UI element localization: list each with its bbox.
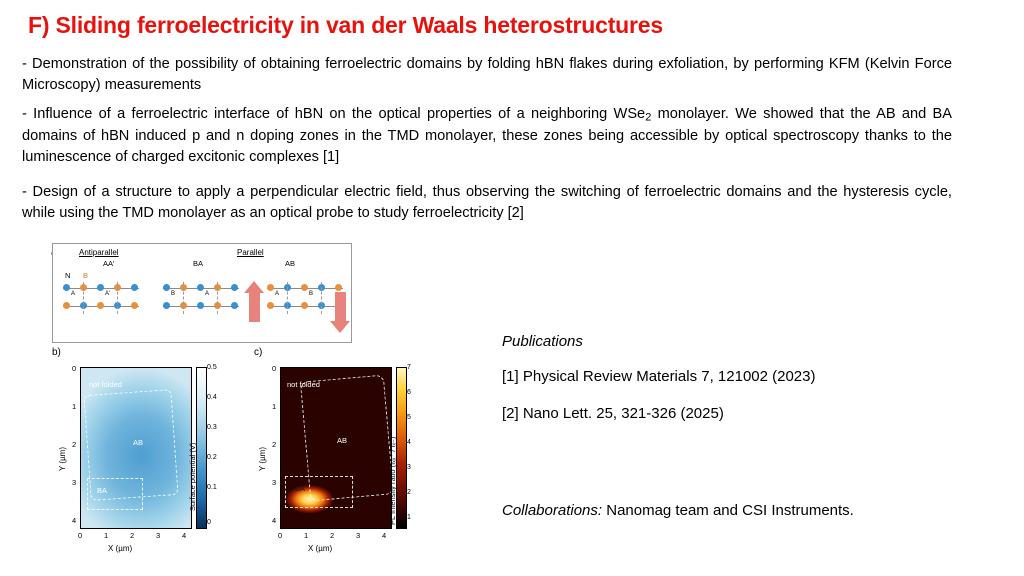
kfm-cbtick-2: 0.3 [207, 424, 217, 431]
pl-label-ba: BA [295, 484, 306, 493]
bullet-paragraph-1: - Demonstration of the possibility of obtaining ferroelectric domains by folding hBN flakes during exfoliation, by performing KFM (Kelvin Force Microscopy) measurements [22, 56, 952, 93]
bullet-paragraph-3: - Design of a structure to apply a perpendicular electric field, thus observing the switching of ferroelectric domains and the hysteresis cycle, while using the TMD monolayer as an optical probe to study ferroelectricity [2] [22, 184, 952, 221]
pl-ytick-0: 0 [272, 364, 277, 373]
pl-cbtick-1: 6 [407, 389, 411, 396]
pl-label-ab: AB [337, 436, 348, 445]
pl-colorbar [396, 367, 407, 529]
stack-label-ba: BA [193, 259, 204, 268]
bullet-paragraph-2 [22, 104, 952, 167]
bond-label-b-1: B [171, 291, 176, 297]
kfm-ytick-0: 0 [72, 364, 77, 373]
kfm-ytick-4: 4 [72, 516, 77, 525]
pl-xaxis-title: X (µm) [308, 544, 333, 553]
pl-xtick-4: 4 [382, 531, 387, 540]
panel-a-heading-antiparallel: Antiparallel [79, 248, 119, 257]
bond-label-b-2: B [309, 291, 314, 297]
atom-label-n: N [65, 271, 71, 280]
pl-colorbar-title: PL Intensity ratio (Iₓₓ⁺ / Iₓ₋) [388, 436, 397, 525]
pl-cbtick-0: 7 [407, 364, 411, 371]
bond-label-a-2: A' [105, 291, 111, 297]
kfm-cbtick-1: 0.4 [207, 394, 217, 401]
polarization-arrow-down [335, 292, 346, 322]
pl-yaxis-title: Y (µm) [258, 446, 267, 471]
kfm-yaxis-title: Y (µm) [58, 446, 67, 471]
kfm-colorbar-title: Surface potential (V) [188, 442, 197, 511]
pl-label-not-folded: not folded [287, 380, 320, 389]
publication-item-1: [1] Physical Review Materials 7, 121002 (2023) [502, 368, 816, 385]
panel-a-heading-parallel: Parallel [237, 248, 264, 257]
figure-group [46, 243, 466, 563]
kfm-xtick-0: 0 [78, 531, 83, 540]
kfm-domain-outline-ba [87, 478, 143, 510]
pl-xtick-2: 2 [330, 531, 335, 540]
publications-heading: Publications [502, 333, 583, 350]
kfm-plot-area [80, 367, 192, 529]
polarization-arrow-up [249, 292, 260, 322]
pl-ytick-3: 3 [272, 478, 277, 487]
panel-a-lattice-diagram [52, 243, 352, 343]
kfm-xtick-1: 1 [104, 531, 109, 540]
collaborations-text: Nanomag team and CSI Instruments. [602, 502, 854, 519]
panel-b-kfm-map [46, 361, 224, 561]
bond-label-a-1: A [71, 291, 76, 297]
panel-c-label: c) [254, 347, 263, 358]
kfm-colorbar [196, 367, 207, 529]
panel-b-label: b) [52, 347, 61, 358]
pl-xtick-0: 0 [278, 531, 283, 540]
kfm-label-ba: BA [97, 486, 108, 495]
stack-label-aa: AA' [103, 259, 115, 268]
kfm-cbtick-3: 0.2 [207, 454, 217, 461]
publication-item-2: [2] Nano Lett. 25, 321-326 (2025) [502, 405, 724, 422]
collaborations-label: Collaborations: [502, 502, 603, 519]
pl-image [281, 368, 391, 528]
collaborations-line [502, 502, 854, 519]
kfm-xtick-3: 3 [156, 531, 161, 540]
pl-cbtick-5: 2 [407, 489, 411, 496]
kfm-cbtick-5: 0 [207, 519, 211, 526]
bond-label-a-3: A [205, 291, 210, 297]
bullet-2-text-part2: monolayer. We showed that the AB and BA domains of hBN induced p and n doping zones in the TMD monolayer, these zones being accessible by optical spectroscopy thanks to the luminescence of charged excitonic complexes [1] [22, 106, 952, 165]
kfm-xaxis-title: X (µm) [108, 544, 133, 553]
pl-plot-area [280, 367, 392, 529]
kfm-xtick-2: 2 [130, 531, 135, 540]
atom-label-b: B [83, 271, 89, 280]
subscript-2: 2 [645, 111, 652, 124]
kfm-label-ab: AB [133, 438, 144, 447]
kfm-cbtick-0: 0.5 [207, 364, 217, 371]
kfm-ytick-3: 3 [72, 478, 77, 487]
pl-cbtick-6: 1 [407, 514, 411, 521]
pl-ytick-1: 1 [272, 402, 277, 411]
kfm-ytick-1: 1 [72, 402, 77, 411]
bullet-2-text-part1: - Influence of a ferroelectric interface of hBN on the optical properties of a neighboring WSe [22, 106, 646, 122]
pl-cbtick-4: 3 [407, 464, 411, 471]
pl-ytick-4: 4 [272, 516, 277, 525]
pl-ytick-2: 2 [272, 440, 277, 449]
pl-cbtick-2: 5 [407, 414, 411, 421]
kfm-image [81, 368, 191, 528]
pl-cbtick-3: 4 [407, 439, 411, 446]
pl-xtick-1: 1 [304, 531, 309, 540]
stack-label-ab: AB [285, 259, 296, 268]
pl-xtick-3: 3 [356, 531, 361, 540]
page-title: F) Sliding ferroelectricity in van der Waals heterostructures [28, 12, 663, 38]
kfm-label-not-folded: not folded [89, 380, 122, 389]
bond-label-a-4: A [275, 291, 280, 297]
kfm-ytick-2: 2 [72, 440, 77, 449]
kfm-cbtick-4: 0.1 [207, 484, 217, 491]
kfm-xtick-4: 4 [182, 531, 187, 540]
panel-c-pl-map [246, 361, 424, 561]
